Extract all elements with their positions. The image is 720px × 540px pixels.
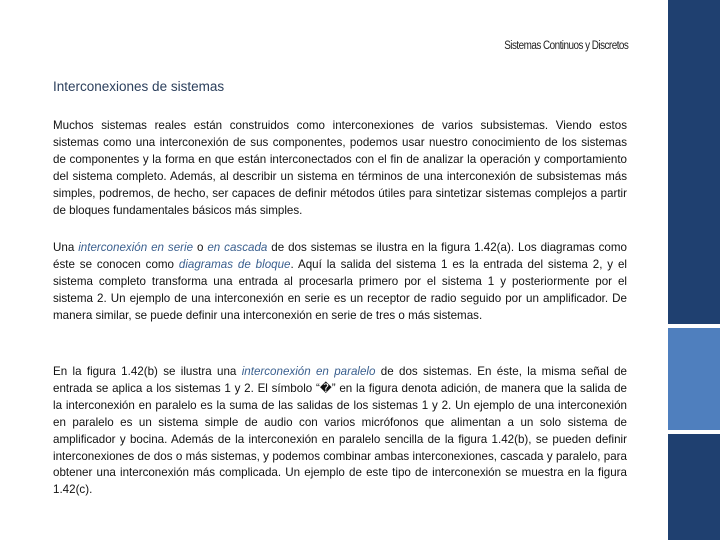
paragraph-text: o [193, 241, 208, 254]
section-heading: Interconexiones de sistemas [53, 79, 225, 94]
paragraph-intro [53, 118, 627, 219]
term-cascada: en cascada [207, 241, 268, 254]
sidebar-dark-top [668, 0, 720, 324]
sidebar-light-block [668, 328, 720, 430]
paragraph-series [53, 240, 627, 325]
paragraph-text: de dos sistemas se ilustra en la figura 1.42(a). Los diagramas como éste se conocen como [53, 241, 627, 271]
term-serie: interconexión en serie [78, 241, 194, 254]
paragraph-text: . Aquí la salida del sistema 1 es la entrada del sistema 2, y el sistema completo transforma una entrada al procesarla primero por el sistema 1 y posteriormente por el sistema 2. Un ejemplo de una interconexión en serie es un receptor de radio seguido por un amplificador. De manera similar, se puede definir una interconexión en serie de tres o más sistemas. [53, 257, 628, 322]
term-diagramas-bloque: diagramas de bloque [178, 257, 291, 271]
header-title: Sistemas Continuos y Discretos [503, 40, 628, 52]
paragraph-text: Muchos sistemas reales están construidos como interconexiones de varios subsistemas. Viendo estos sistemas como una interconexión de sus componentes, podemos usar nuestro conocimiento de los sistemas de componentes y la forma en que están interconectados con el fin de analizar la operación y comportamiento del sistema completo. Además, al describir un sistema en términos de una interconexión de subsistemas más simples, podremos, de hecho, ser capaces de definir métodos útiles para sintetizar sistemas complejos a partir de bloques fundamentales básicos más simples. [53, 119, 627, 217]
sidebar-dark-bottom [668, 434, 720, 540]
term-paralelo: interconexión en paralelo [241, 365, 376, 378]
paragraph-text: de dos sistemas. En éste, la misma señal de entrada se aplica a los sistemas 1 y 2. El símbolo “�” en la figura denota adición, de manera que la salida de la interconexión en paralelo es la suma de las salidas de los sistemas 1 y 2. Un ejemplo de una interconexión en paralelo es un sistema simple de audio con varios micrófonos que alimentan a un solo sistema de amplificador y bocina. Además de la interconexión en paralelo sencilla de la figura 1.42(b), se pueden definir interconexiones de dos o más sistemas, y podemos combinar ambas interconexiones, cascada y paralelo, para obtener una interconexión más complicada. Un ejemplo de este tipo de interconexión se muestra en la figura 1.42(c). [53, 365, 627, 497]
paragraph-text: Una [53, 241, 79, 254]
decorative-sidebar [668, 0, 720, 540]
paragraph-parallel [53, 364, 627, 499]
paragraph-text: En la figura 1.42(b) se ilustra una [53, 365, 242, 378]
